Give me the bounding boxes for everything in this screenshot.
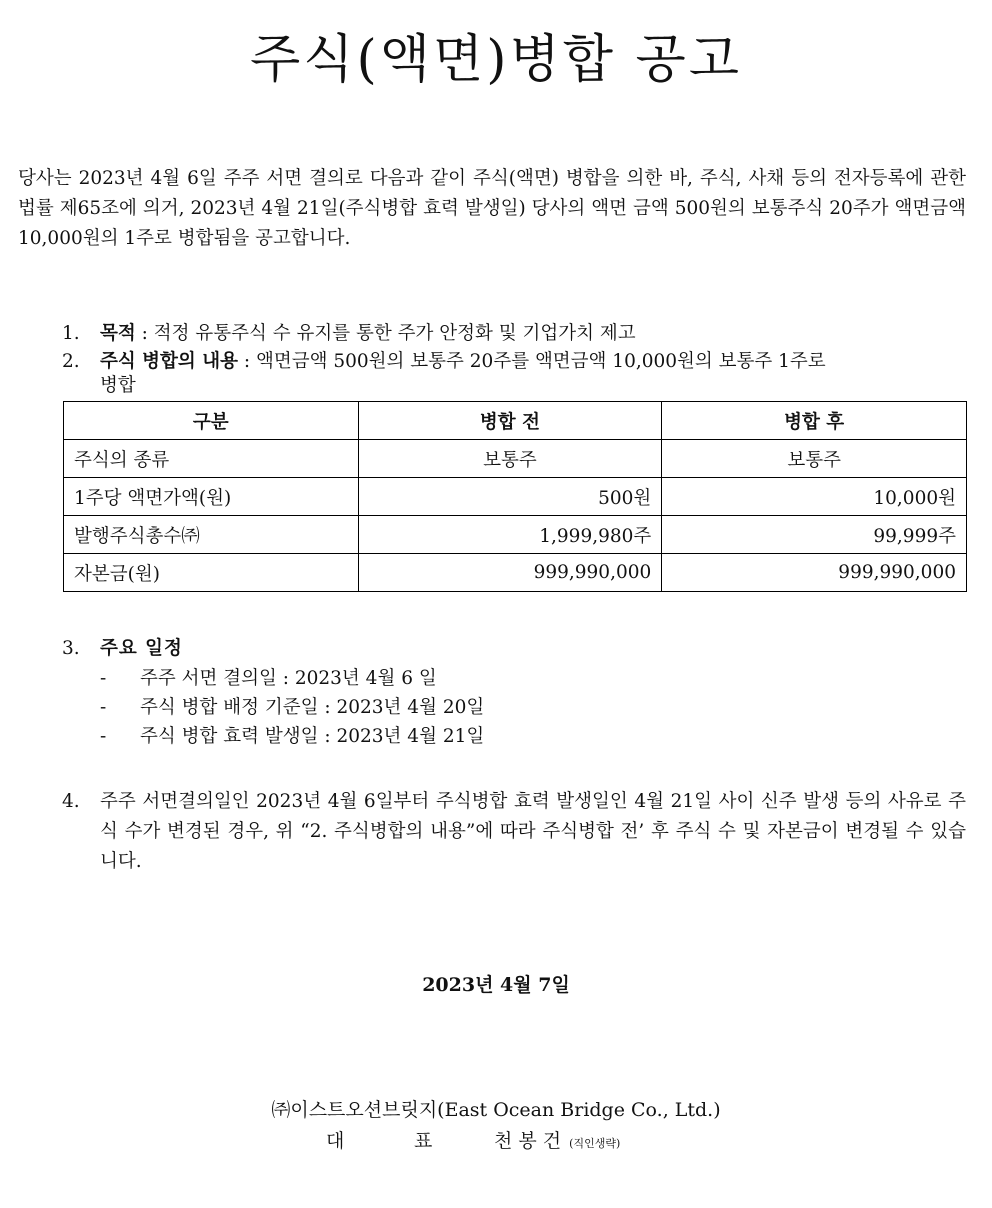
item-text: 액면금액 500원의 보통주 20주를 액면금액 10,000원의 보통주 1주로 (255, 351, 826, 372)
merge-table (63, 401, 967, 592)
table-row (64, 516, 967, 554)
item-separator: : (237, 351, 256, 372)
table-row (64, 478, 967, 516)
item-label: 주요 일정 (100, 638, 183, 659)
table-cell: 10,000원 (662, 478, 967, 516)
rep-title-char: 대 (326, 1130, 345, 1152)
table-header-cell: 구분 (64, 402, 359, 440)
dash: - (100, 668, 107, 689)
table-cell: 1,999,980주 (358, 516, 662, 554)
table-cell: 999,990,000 (358, 554, 662, 592)
table-cell: 1주당 액면가액(원) (64, 478, 359, 516)
table-cell: 보통주 (358, 440, 662, 478)
item-label: 목적 (100, 323, 136, 344)
item-note (62, 787, 966, 877)
notice-title: 주식(액면)병합 공고 (250, 30, 742, 90)
item-number: 1. (62, 323, 80, 344)
item-number: 2. (62, 351, 80, 372)
schedule-text: 주식 병합 배정 기준일 : 2023년 4월 20일 (140, 697, 485, 718)
representative-line (326, 1126, 620, 1153)
table-cell: 99,999주 (662, 516, 967, 554)
dash: - (100, 726, 107, 747)
item-number: 4. (62, 791, 80, 812)
item-separator: : (135, 323, 154, 344)
item-purpose (62, 322, 636, 346)
item-merge-content (62, 350, 966, 396)
schedule-line (62, 693, 484, 722)
schedule-heading (62, 634, 484, 664)
schedule-line (62, 722, 484, 751)
notice-date: 2023년 4월 7일 (422, 974, 570, 996)
table-cell: 보통주 (662, 440, 967, 478)
table-cell: 500원 (358, 478, 662, 516)
table-header-cell: 병합 후 (662, 402, 967, 440)
item-label: 주식 병합의 내용 (100, 351, 238, 372)
company-name: ㈜이스트오션브릿지(East Ocean Bridge Co., Ltd.) (271, 1099, 721, 1121)
table-cell: 발행주식총수㈜ (64, 516, 359, 554)
rep-title-char: 표 (414, 1130, 433, 1152)
table-cell: 자본금(원) (64, 554, 359, 592)
schedule-section (62, 634, 484, 751)
dash: - (100, 697, 107, 718)
item-text: 주주 서면결의일인 2023년 4월 6일부터 주식병합 효력 발생일인 4월 21일 사이 신주 발생 등의 사유로 주식 수가 변경된 경우, 위 “2. 주식병합의 내용”에 따라 주식병합 전’ 후 주식 수 및 자본금이 변경될 수 있습니다. (100, 791, 966, 872)
table-cell: 999,990,000 (662, 554, 967, 592)
table-row (64, 554, 967, 592)
schedule-line (62, 664, 484, 693)
table-row (64, 440, 967, 478)
seal-note: (직인생략) (569, 1137, 621, 1150)
item-number: 3. (62, 638, 80, 659)
table-header-row (64, 402, 967, 440)
schedule-text: 주식 병합 효력 발생일 : 2023년 4월 21일 (140, 726, 485, 747)
table-cell: 주식의 종류 (64, 440, 359, 478)
intro-paragraph: 당사는 2023년 4월 6일 주주 서면 결의로 다음과 같이 주식(액면) 병합을 의한 바, 주식, 사채 등의 전자등록에 관한 법률 제65조에 의거, 2023년 4월 21일(주식병합 효력 발생일) 당사의 액면 금액 500원의 보통주식 20주가 액면금액 10,000원의 1주로 병합됨을 공고합니다. (18, 168, 966, 249)
rep-name: 천 봉 건 (494, 1130, 562, 1152)
item-text: 적정 유통주식 수 유지를 통한 주가 안정화 및 기업가치 제고 (153, 323, 636, 344)
schedule-text: 주주 서면 결의일 : 2023년 4월 6 일 (140, 668, 437, 689)
item-text-continued: 병합 (100, 375, 136, 396)
table-header-cell: 병합 전 (358, 402, 662, 440)
